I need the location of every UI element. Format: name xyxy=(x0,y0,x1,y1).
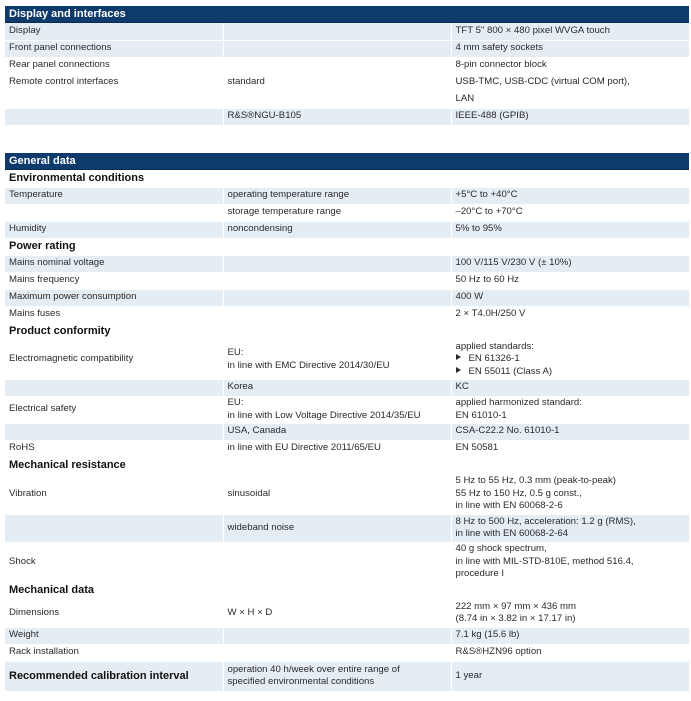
row-value: R&S®HZN96 option xyxy=(451,644,689,661)
row-label: Rear panel connections xyxy=(5,57,223,74)
row-condition: operation 40 h/week over entire range of specified environmental conditions xyxy=(223,661,451,691)
row-condition: EU: in line with Low Voltage Directive 2014/35/EU xyxy=(223,396,451,423)
row-condition: W × H × D xyxy=(223,599,451,627)
general-data-section xyxy=(5,153,689,692)
row-condition: storage temperature range xyxy=(223,204,451,221)
subheading-row xyxy=(5,238,689,255)
row-condition xyxy=(223,57,451,74)
section-title-display: Display and interfaces xyxy=(5,6,689,23)
row-condition xyxy=(223,40,451,57)
row-value: 100 V/115 V/230 V (± 10%) xyxy=(451,255,689,272)
row-label xyxy=(5,204,223,221)
table-row xyxy=(5,91,689,108)
table-row xyxy=(5,423,689,440)
row-value: 5% to 95% xyxy=(451,221,689,238)
table-row xyxy=(5,599,689,627)
table-row xyxy=(5,272,689,289)
row-label: RoHS xyxy=(5,440,223,457)
row-condition: sinusoidal xyxy=(223,474,451,514)
row-condition xyxy=(223,255,451,272)
table-row xyxy=(5,74,689,91)
row-value: CSA-C22.2 No. 61010-1 xyxy=(451,423,689,440)
row-condition: standard xyxy=(223,74,451,91)
table-row xyxy=(5,306,689,323)
row-label: Electrical safety xyxy=(5,396,223,423)
row-value: 222 mm × 97 mm × 436 mm (8.74 in × 3.82 in × 17.17 in) xyxy=(451,599,689,627)
table-row xyxy=(5,644,689,661)
row-condition xyxy=(223,272,451,289)
row-label: Electromagnetic compatibility xyxy=(5,340,223,379)
row-condition: EU: in line with EMC Directive 2014/30/EU xyxy=(223,340,451,379)
row-value: 50 Hz to 60 Hz xyxy=(451,272,689,289)
row-value: 5 Hz to 55 Hz, 0.3 mm (peak-to-peak) 55 Hz to 150 Hz, 0.5 g const., in line with EN 60068-2-6 xyxy=(451,474,689,514)
row-label: Mains nominal voltage xyxy=(5,255,223,272)
row-value: 1 year xyxy=(451,661,689,691)
row-value: TFT 5" 800 × 480 pixel WVGA touch xyxy=(451,23,689,40)
table-row xyxy=(5,221,689,238)
bullet-triangle-icon xyxy=(456,354,461,360)
row-condition: in line with EU Directive 2011/65/EU xyxy=(223,440,451,457)
row-condition: USA, Canada xyxy=(223,423,451,440)
row-value: +5°C to +40°C xyxy=(451,187,689,204)
row-value: KC xyxy=(451,379,689,396)
table-row xyxy=(5,440,689,457)
subheading-row xyxy=(5,457,689,474)
row-value: USB-TMC, USB-CDC (virtual COM port), xyxy=(451,74,689,91)
row-label: Mains frequency xyxy=(5,272,223,289)
table-row xyxy=(5,23,689,40)
list-item: EN 55011 (Class A) xyxy=(456,366,686,379)
table-row xyxy=(5,396,689,423)
row-value: IEEE-488 (GPIB) xyxy=(451,108,689,125)
table-row xyxy=(5,187,689,204)
row-condition xyxy=(223,306,451,323)
bullet-triangle-icon xyxy=(456,367,461,373)
row-value: 7.1 kg (15.6 lb) xyxy=(451,627,689,644)
list-item: EN 61326-1 xyxy=(456,353,686,366)
row-label: Vibration xyxy=(5,474,223,514)
row-condition: noncondensing xyxy=(223,221,451,238)
display-table xyxy=(5,23,689,126)
subheading-conformity: Product conformity xyxy=(5,323,689,340)
row-condition: wideband noise xyxy=(223,514,451,542)
row-label: Front panel connections xyxy=(5,40,223,57)
general-table xyxy=(5,170,689,692)
table-row xyxy=(5,255,689,272)
table-row xyxy=(5,661,689,691)
table-row xyxy=(5,340,689,379)
row-value: applied harmonized standard: EN 61010-1 xyxy=(451,396,689,423)
row-value: 4 mm safety sockets xyxy=(451,40,689,57)
row-value: LAN xyxy=(451,91,689,108)
row-label: Rack installation xyxy=(5,644,223,661)
row-value: EN 50581 xyxy=(451,440,689,457)
table-row xyxy=(5,474,689,514)
row-condition xyxy=(223,23,451,40)
table-row xyxy=(5,40,689,57)
row-label: Humidity xyxy=(5,221,223,238)
table-row xyxy=(5,514,689,542)
subheading-mechanical-data: Mechanical data xyxy=(5,582,689,599)
row-condition: Korea xyxy=(223,379,451,396)
table-row xyxy=(5,289,689,306)
row-label xyxy=(5,108,223,125)
subheading-row xyxy=(5,323,689,340)
subheading-mechanical-resistance: Mechanical resistance xyxy=(5,457,689,474)
row-label: Dimensions xyxy=(5,599,223,627)
table-row xyxy=(5,204,689,221)
row-label: Shock xyxy=(5,542,223,582)
row-value: 2 × T4.0H/250 V xyxy=(451,306,689,323)
row-label: Display xyxy=(5,23,223,40)
table-row xyxy=(5,57,689,74)
row-label: Maximum power consumption xyxy=(5,289,223,306)
row-condition: R&S®NGU-B105 xyxy=(223,108,451,125)
calibration-label: Recommended calibration interval xyxy=(5,661,223,691)
row-value: applied standards: EN 61326-1 EN 55011 (Class A) xyxy=(451,340,689,379)
table-row xyxy=(5,542,689,582)
subheading-row xyxy=(5,170,689,187)
table-row xyxy=(5,379,689,396)
subheading-power: Power rating xyxy=(5,238,689,255)
row-condition: operating temperature range xyxy=(223,187,451,204)
row-label: Remote control interfaces xyxy=(5,74,223,91)
row-condition xyxy=(223,289,451,306)
row-label: Weight xyxy=(5,627,223,644)
display-interfaces-section xyxy=(5,6,689,126)
subheading-environmental: Environmental conditions xyxy=(5,170,689,187)
row-value: 400 W xyxy=(451,289,689,306)
row-value: 40 g shock spectrum, in line with MIL-STD-810E, method 516.4, procedure I xyxy=(451,542,689,582)
row-value: –20°C to +70°C xyxy=(451,204,689,221)
table-row xyxy=(5,627,689,644)
row-label: Temperature xyxy=(5,187,223,204)
row-value: 8 Hz to 500 Hz, acceleration: 1.2 g (RMS), in line with EN 60068-2-64 xyxy=(451,514,689,542)
row-value: 8-pin connector block xyxy=(451,57,689,74)
row-label: Mains fuses xyxy=(5,306,223,323)
table-row xyxy=(5,108,689,125)
subheading-row xyxy=(5,582,689,599)
section-title-general: General data xyxy=(5,153,689,170)
